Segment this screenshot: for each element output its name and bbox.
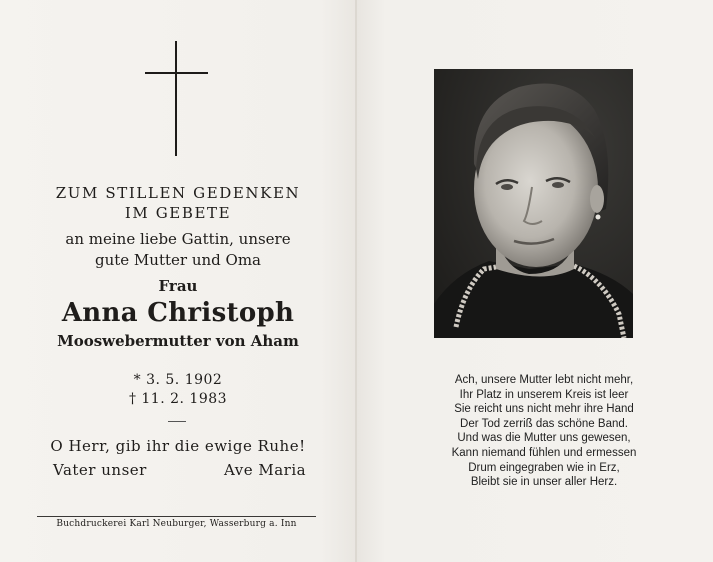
portrait-photo [434,69,633,338]
prayer-line: O Herr, gib ihr die ewige Ruhe! [50,437,306,455]
poem-line: Ach, unsere Mutter lebt nicht mehr, [454,374,634,386]
death-date: † 11. 2. 1983 [128,391,228,407]
poem-line: Bleibt sie in unser aller Herz. [470,476,618,489]
printer-credit: Buchdruckerei Karl Neuburger, Wasserburg a. Inn [56,519,297,529]
left-panel [0,0,356,562]
prayer-ave-maria: Ave Maria [224,461,307,479]
divider-dash [168,421,186,422]
cross-icon [175,41,177,156]
subtitle: Mooswebermutter von Aham [57,332,299,350]
deceased-name: Anna Christoph [61,298,295,328]
poem-line: Sie reicht uns nicht mehr ihre Hand [454,403,634,416]
poem-line: Der Tod zerriß das schöne Band. [460,417,628,430]
poem-line: Und was die Mutter uns gewesen, [457,432,631,445]
cross-icon-bar [145,72,208,74]
poem-line: Kann niemand fühlen und ermessen [451,446,637,459]
salutation: Frau [158,277,198,295]
poem-line: Drum eingegraben wie in Erz, [468,461,620,474]
birth-date: * 3. 5. 1902 [133,372,223,388]
memorial-poem [400,373,688,490]
heading-line-1: ZUM STILLEN GEDENKEN [55,184,301,202]
prayer-vater-unser: Vater unser [53,461,147,479]
poem-line: Ihr Platz in unserem Kreis ist leer [459,388,629,401]
footer-rule [37,516,316,517]
intro-line-1: an meine liebe Gattin, unsere [65,230,291,248]
intro-line-2: gute Mutter und Oma [95,251,261,269]
heading-line-2: IM GEBETE [124,204,232,222]
